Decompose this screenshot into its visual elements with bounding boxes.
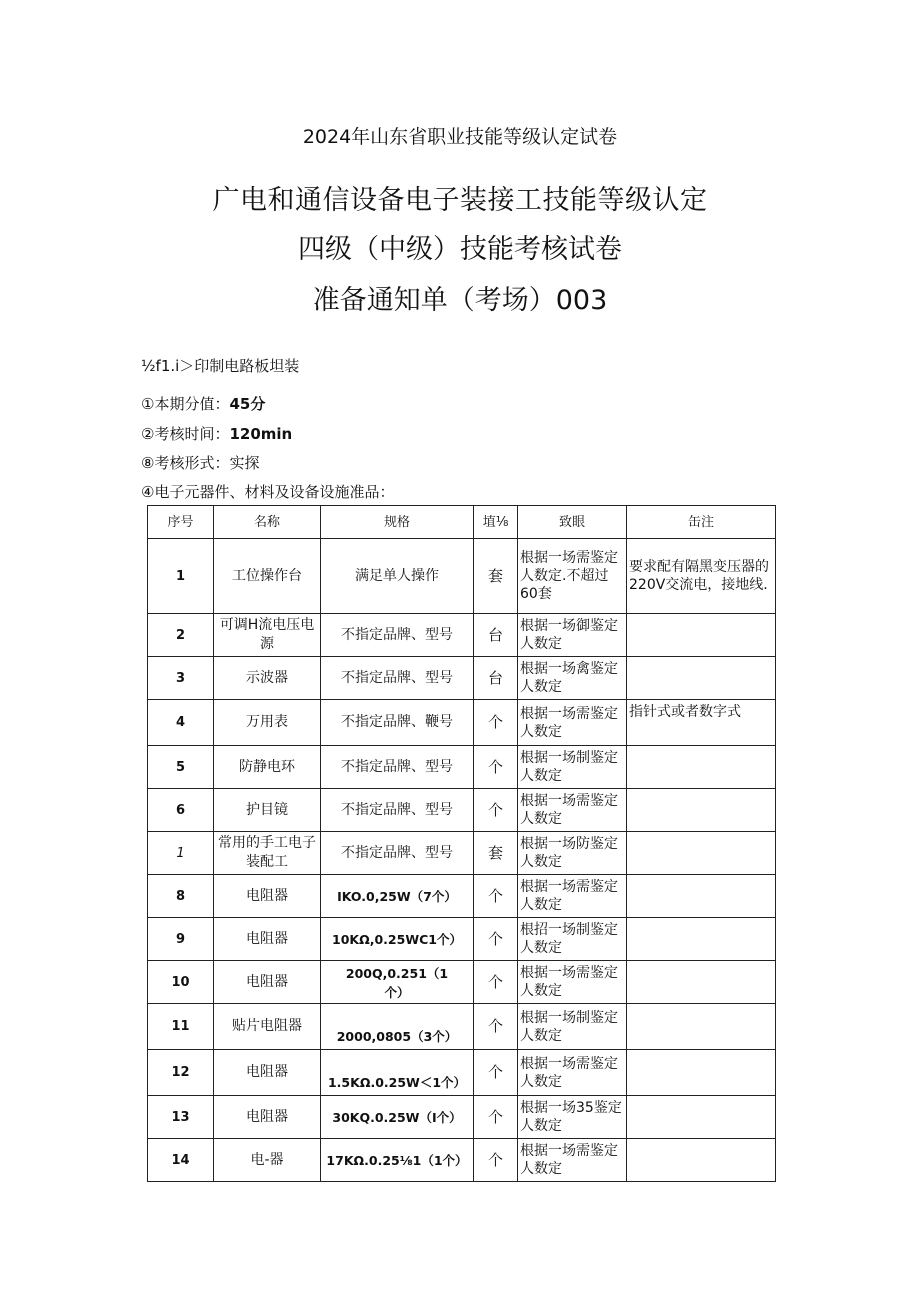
cell-qty-text: 根据一场制鉴定人数定 bbox=[520, 750, 618, 784]
time-value: 120min bbox=[229, 425, 293, 443]
time-line bbox=[141, 423, 292, 444]
cell-qty bbox=[518, 832, 627, 875]
cell-remark bbox=[627, 832, 776, 875]
table-row bbox=[148, 918, 776, 961]
header-remark: 缶注 bbox=[627, 506, 776, 539]
cell-no: 11 bbox=[148, 1004, 214, 1050]
section-heading: ½f1.i＞印制电路板坦装 bbox=[141, 357, 300, 375]
document-header: 2024年山东省职业技能等级认定试卷 bbox=[302, 126, 618, 148]
cell-unit: 个 bbox=[474, 746, 518, 789]
cell-qty bbox=[518, 918, 627, 961]
header-qty: 致眼 bbox=[518, 506, 627, 539]
table-header-row bbox=[148, 506, 776, 539]
cell-qty-text: 根据一场防鉴定人数定 bbox=[520, 836, 618, 870]
header-no: 序号 bbox=[148, 506, 214, 539]
cell-name: 常用的手工电子装配工 bbox=[214, 832, 321, 875]
cell-no: 14 bbox=[148, 1139, 214, 1182]
cell-qty bbox=[518, 614, 627, 657]
cell-spec: 不指定品牌、型号 bbox=[321, 657, 474, 700]
cell-name: 电阻器 bbox=[214, 961, 321, 1004]
table-row bbox=[148, 789, 776, 832]
cell-unit: 个 bbox=[474, 1139, 518, 1182]
cell-spec: 不指定品牌、型号 bbox=[321, 789, 474, 832]
cell-no: 1 bbox=[148, 832, 214, 875]
score-value: 45分 bbox=[229, 395, 266, 413]
cell-qty bbox=[518, 657, 627, 700]
cell-qty bbox=[518, 961, 627, 1004]
cell-remark bbox=[627, 1050, 776, 1096]
cell-no: 10 bbox=[148, 961, 214, 1004]
cell-unit: 个 bbox=[474, 875, 518, 918]
score-line bbox=[141, 393, 265, 414]
cell-remark bbox=[627, 746, 776, 789]
cell-qty-text: 根据一场禽鉴定人数定 bbox=[520, 661, 618, 695]
cell-qty bbox=[518, 1139, 627, 1182]
materials-heading: ④电子元器件、材料及设备设施准品： bbox=[141, 483, 395, 501]
header-name: 名称 bbox=[214, 506, 321, 539]
cell-unit: 个 bbox=[474, 700, 518, 746]
cell-remark bbox=[627, 961, 776, 1004]
cell-name: 可调H流电压电源 bbox=[214, 614, 321, 657]
cell-remark bbox=[627, 614, 776, 657]
cell-remark bbox=[627, 1004, 776, 1050]
cell-spec: 不指定品牌、型号 bbox=[321, 832, 474, 875]
cell-spec: 17KΩ.0.25⅛1（1个） bbox=[321, 1139, 474, 1182]
cell-qty bbox=[518, 1050, 627, 1096]
materials-table bbox=[147, 505, 776, 1182]
table-row bbox=[148, 1139, 776, 1182]
cell-unit: 个 bbox=[474, 1050, 518, 1096]
cell-qty bbox=[518, 875, 627, 918]
cell-name: 示波器 bbox=[214, 657, 321, 700]
cell-qty-text: 根据一场需鉴定人数定 bbox=[520, 965, 618, 999]
cell-name: 电阻器 bbox=[214, 1096, 321, 1139]
cell-qty: 根据一场需鉴定人数定.不超过60套 bbox=[518, 539, 627, 614]
cell-spec: 满足单人操作 bbox=[321, 539, 474, 614]
cell-spec: 不指定品牌、鞭号 bbox=[321, 700, 474, 746]
form-label: ⑧考核形式： bbox=[141, 454, 230, 472]
cell-qty-text: 根据一场需鉴定人数定 bbox=[520, 1143, 618, 1177]
cell-qty bbox=[518, 700, 627, 746]
cell-name: 电阻器 bbox=[214, 1050, 321, 1096]
cell-qty-text: 根据一场需鉴定人数定 bbox=[520, 879, 618, 913]
cell-remark bbox=[627, 1096, 776, 1139]
cell-spec bbox=[321, 961, 474, 1004]
table-row bbox=[148, 700, 776, 746]
cell-unit: 个 bbox=[474, 1096, 518, 1139]
table-row bbox=[148, 1004, 776, 1050]
cell-no: 3 bbox=[148, 657, 214, 700]
cell-no: 4 bbox=[148, 700, 214, 746]
cell-name: 防静电环 bbox=[214, 746, 321, 789]
cell-spec: 不指定品牌、型号 bbox=[321, 614, 474, 657]
cell-unit: 台 bbox=[474, 657, 518, 700]
cell-remark bbox=[627, 918, 776, 961]
table-row bbox=[148, 961, 776, 1004]
cell-qty-text: 根据一场需鉴定人数定 bbox=[520, 793, 618, 827]
cell-no: 8 bbox=[148, 875, 214, 918]
form-value: 实探 bbox=[229, 454, 260, 472]
cell-unit: 台 bbox=[474, 614, 518, 657]
cell-qty-text: 根据一场需鉴定人数定 bbox=[520, 705, 618, 740]
cell-name: 电-器 bbox=[214, 1139, 321, 1182]
cell-spec: 2000,0805（3个） bbox=[321, 1004, 474, 1050]
cell-remark bbox=[627, 657, 776, 700]
cell-no: 12 bbox=[148, 1050, 214, 1096]
cell-qty bbox=[518, 1096, 627, 1139]
cell-qty-text: 根招一场制鉴定人数定 bbox=[520, 922, 618, 956]
title-line-3: 准备通知单（考场）003 bbox=[312, 285, 608, 316]
cell-spec: 1.5KΩ.0.25W＜1个） bbox=[321, 1050, 474, 1096]
score-label: ①本期分值： bbox=[141, 395, 230, 413]
form-line bbox=[141, 452, 259, 473]
table-row bbox=[148, 614, 776, 657]
title-line-2: 四级（中级）技能考核试卷 bbox=[298, 234, 622, 265]
table-row bbox=[148, 746, 776, 789]
table-row bbox=[148, 875, 776, 918]
table-row bbox=[148, 657, 776, 700]
cell-spec: IKO.0,25W（7个） bbox=[321, 875, 474, 918]
title-line-1: 广电和通信设备电子装接工技能等级认定 bbox=[212, 185, 708, 216]
cell-remark bbox=[627, 789, 776, 832]
cell-name: 电阻器 bbox=[214, 875, 321, 918]
cell-qty-text: 根据一场35鉴定人数定 bbox=[520, 1100, 622, 1134]
cell-no: 1 bbox=[148, 539, 214, 614]
header-spec: 规格 bbox=[321, 506, 474, 539]
cell-name: 护目镜 bbox=[214, 789, 321, 832]
cell-no: 5 bbox=[148, 746, 214, 789]
cell-unit: 个 bbox=[474, 789, 518, 832]
cell-qty bbox=[518, 1004, 627, 1050]
cell-name: 工位操作台 bbox=[214, 539, 321, 614]
cell-unit: 个 bbox=[474, 961, 518, 1004]
cell-unit: 个 bbox=[474, 918, 518, 961]
table-row bbox=[148, 539, 776, 614]
cell-remark: 要求配有隔黑变压器的220V交流电，接地线. bbox=[627, 539, 776, 614]
table-row bbox=[148, 1050, 776, 1096]
cell-spec: 30KQ.0.25W（I个） bbox=[321, 1096, 474, 1139]
cell-name: 万用表 bbox=[214, 700, 321, 746]
cell-remark bbox=[627, 1139, 776, 1182]
cell-unit: 个 bbox=[474, 1004, 518, 1050]
cell-spec: 不指定品牌、型号 bbox=[321, 746, 474, 789]
cell-name: 电阻器 bbox=[214, 918, 321, 961]
cell-unit: 套 bbox=[474, 832, 518, 875]
cell-spec: 10KΩ,0.25WC1个） bbox=[321, 918, 474, 961]
cell-qty-text: 根据一场需鉴定人数定 bbox=[520, 1055, 618, 1090]
cell-qty-text: 根据一场制鉴定人数定 bbox=[520, 1009, 618, 1044]
cell-no: 6 bbox=[148, 789, 214, 832]
cell-no: 9 bbox=[148, 918, 214, 961]
cell-remark: 指针式或者数字式 bbox=[627, 700, 776, 746]
cell-remark bbox=[627, 875, 776, 918]
cell-no: 13 bbox=[148, 1096, 214, 1139]
table-row bbox=[148, 1096, 776, 1139]
cell-no: 2 bbox=[148, 614, 214, 657]
cell-unit: 套 bbox=[474, 539, 518, 614]
cell-qty bbox=[518, 746, 627, 789]
header-unit: 埴⅛ bbox=[474, 506, 518, 539]
cell-qty bbox=[518, 789, 627, 832]
table-row bbox=[148, 832, 776, 875]
time-label: ②考核时间： bbox=[141, 425, 230, 443]
cell-name: 贴片电阻器 bbox=[214, 1004, 321, 1050]
cell-spec-text: 200Q,0.251（1个） bbox=[345, 966, 449, 1000]
cell-qty-text: 根据一场御鉴定人数定 bbox=[520, 618, 618, 652]
